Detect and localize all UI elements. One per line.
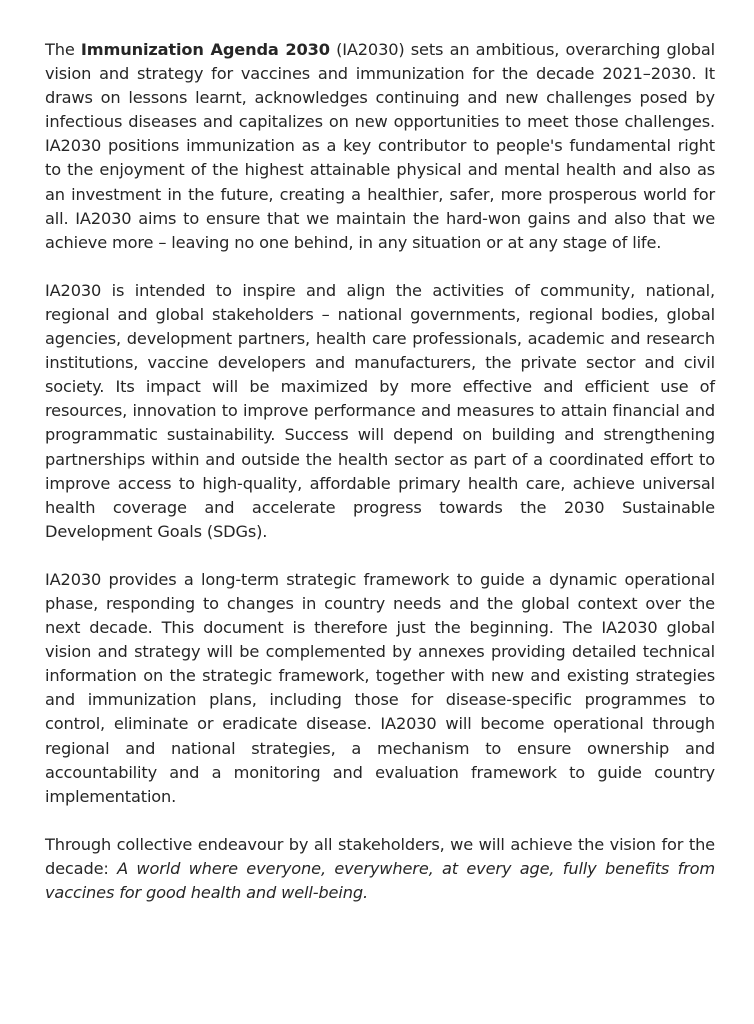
document-body	[45, 38, 715, 905]
agenda-title: Immunization Agenda 2030	[80, 40, 330, 59]
paragraph-vision	[45, 833, 715, 905]
intro-text: (IA2030) sets an ambitious, overarching global vision and strategy for vaccines and immunization for the decade 2021–2030. It draws on lessons learnt, acknowledges continuing and new challenges posed by infectious diseases and capitalizes on new opportunities to meet those challenges. IA2030 positions immunization as a key contributor to people's fundamental right to the enjoyment of the highest attainable physical and mental health and also as an investment in the future, creating a healthier, safer, more prosperous world for all. IA2030 aims to ensure that we maintain the hard-won gains and also that we achieve more – leaving no one behind, in any situation or at any stage of life.	[45, 40, 716, 252]
paragraph-intro	[45, 38, 715, 255]
paragraph-framework: IA2030 provides a long-term strategic framework to guide a dynamic operational phase, responding to changes in country needs and the global context over the next decade. This document is therefore just the beginning. The IA2030 global vision and strategy will be complemented by annexes providing detailed technical information on the strategic framework, together with new and existing strategies and immunization plans, including those for disease-specific programmes to control, eliminate or eradicate disease. IA2030 will become operational through regional and national strategies, a mechanism to ensure ownership and accountability and a monitoring and evaluation framework to guide country implementation.	[45, 569, 715, 806]
intro-prefix: The	[45, 40, 81, 59]
paragraph-stakeholders: IA2030 is intended to inspire and align the activities of community, national, regional and global stakeholders – national governments, regional bodies, global agencies, development partners, health care professionals, academic and research institutions, vaccine developers and manufacturers, the private sector and civil society. Its impact will be maximized by more effective and efficient use of resources, innovation to improve performance and measures to attain financial and programmatic sustainability. Success will depend on building and strengthening partnerships within and outside the health sector as part of a coordinated effort to improve access to high-quality, affordable primary health care, achieve universal health coverage and accelerate progress towards the 2030 Sustainable Development Goals (SDGs).	[45, 280, 715, 541]
vision-intro: Through collective endeavour by all stakeholders, we will achieve the vision for the decade:	[45, 834, 715, 878]
vision-statement: A world where everyone, everywhere, at every age, fully benefits from vaccines for good health and well-being.	[45, 858, 715, 902]
